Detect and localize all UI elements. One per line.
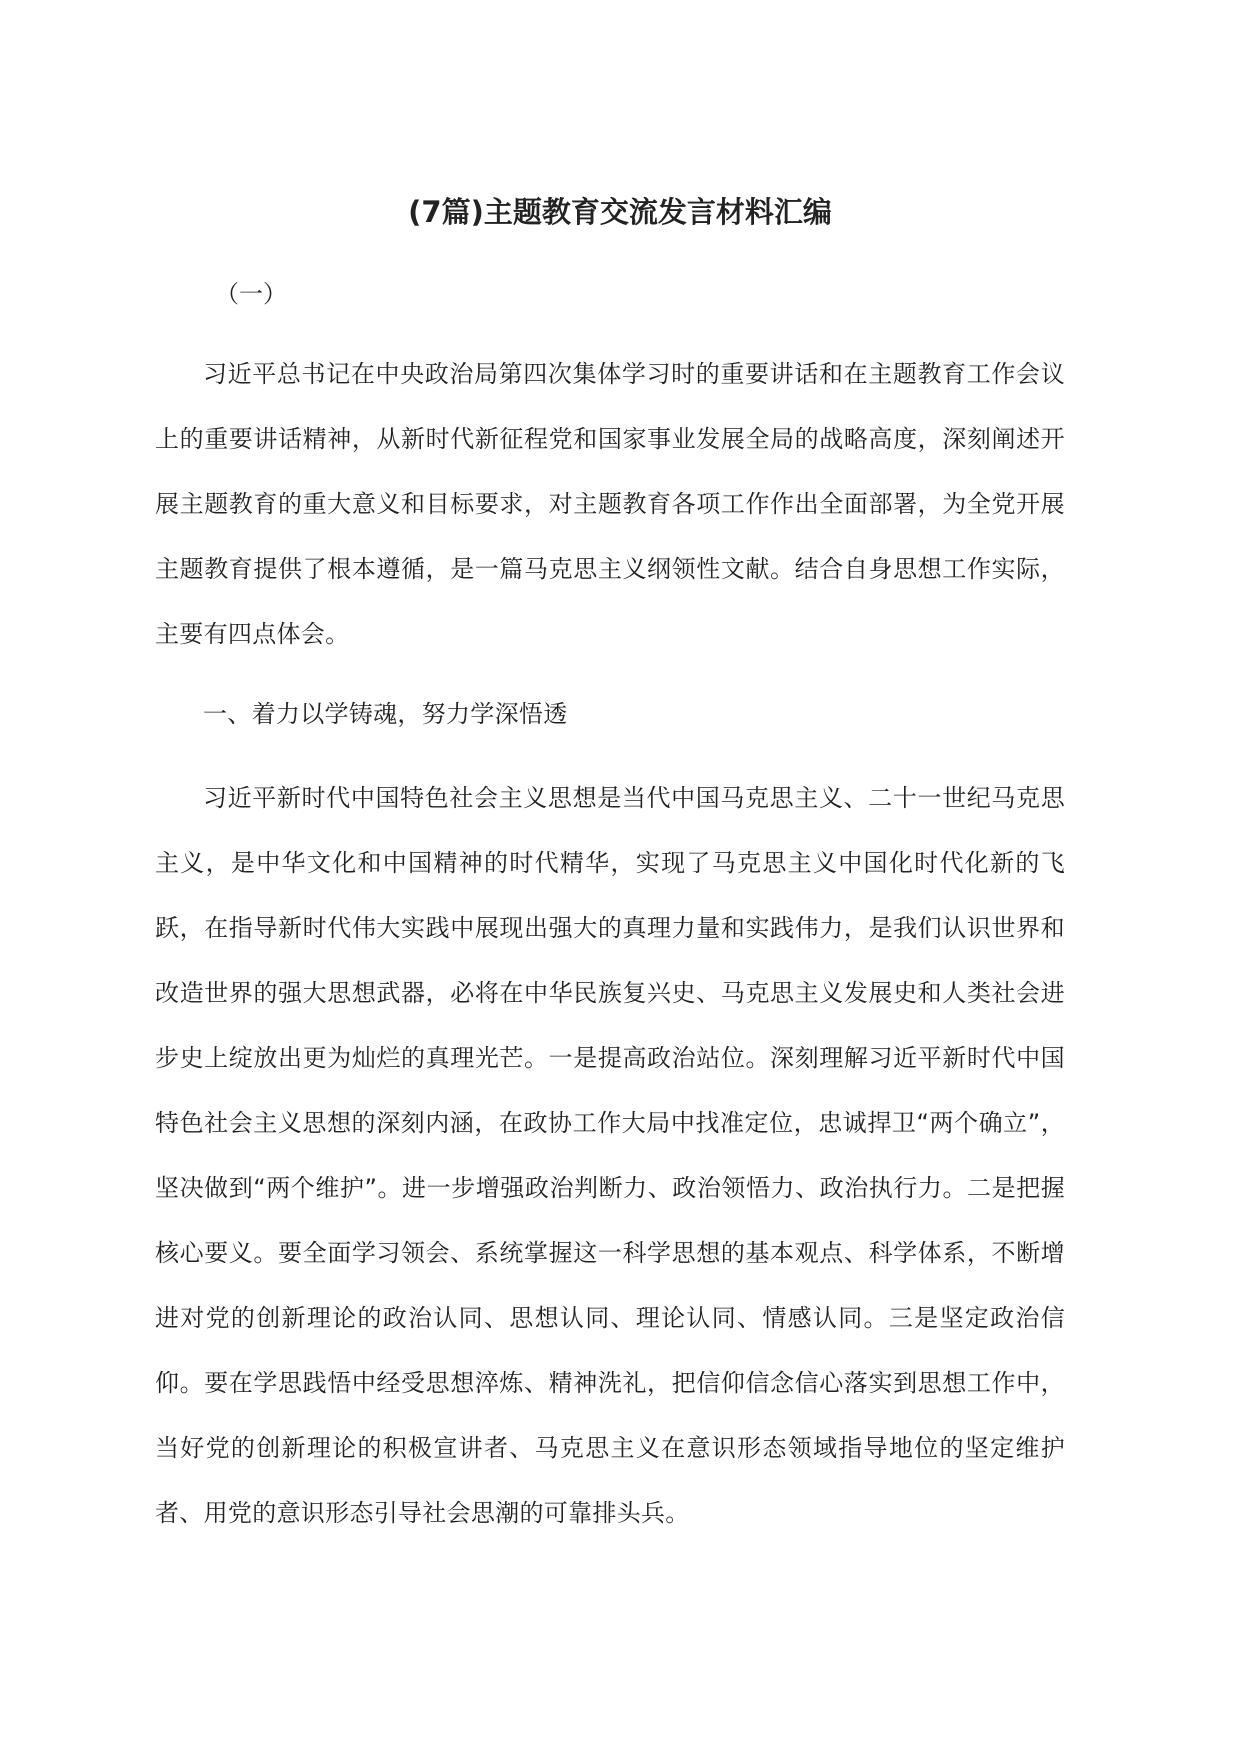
- body-paragraph: 习近平新时代中国特色社会主义思想是当代中国马克思主义、二十一世纪马克思主义，是中华文化和中国精神的时代精华，实现了马克思主义中国化时代化新的飞跃，在指导新时代伟大实践中展现出强大的真理力量和实践伟力，是我们认识世界和改造世界的强大思想武器，必将在中华民族复兴史、马克思主义发展史和人类社会进步史上绽放出更为灿烂的真理光芒。一是提高政治站位。深刻理解习近平新时代中国特色社会主义思想的深刻内涵，在政协工作大局中找准定位，忠诚捍卫“两个确立”，坚决做到“两个维护”。进一步增强政治判断力、政治领悟力、政治执行力。二是把握核心要义。要全面学习领会、系统掌握这一科学思想的基本观点、科学体系，不断增进对党的创新理论的政治认同、思想认同、理论认同、情感认同。三是坚定政治信仰。要在学思践悟中经受思想淬炼、精神洗礼，把信仰信念信心落实到思想工作中，当好党的创新理论的积极宣讲者、马克思主义在意识形态领域指导地位的坚定维护者、用党的意识形态引导社会思潮的可靠排头兵。: [155, 784, 1065, 1527]
- section-number: （一）: [215, 280, 287, 308]
- document-title: (7篇)主题教育交流发言材料汇编: [408, 195, 832, 229]
- section-heading: 一、着力以学铸魂，努力学深悟透: [203, 700, 568, 728]
- intro-paragraph: 习近平总书记在中央政治局第四次集体学习时的重要讲话和在主题教育工作会议上的重要讲话精神，从新时代新征程党和国家事业发展全局的战略高度，深刻阐述开展主题教育的重大意义和目标要求，对主题教育各项工作作出全面部署，为全党开展主题教育提供了根本遵循，是一篇马克思主义纲领性文献。结合自身思想工作实际，主要有四点体会。: [155, 360, 1065, 648]
